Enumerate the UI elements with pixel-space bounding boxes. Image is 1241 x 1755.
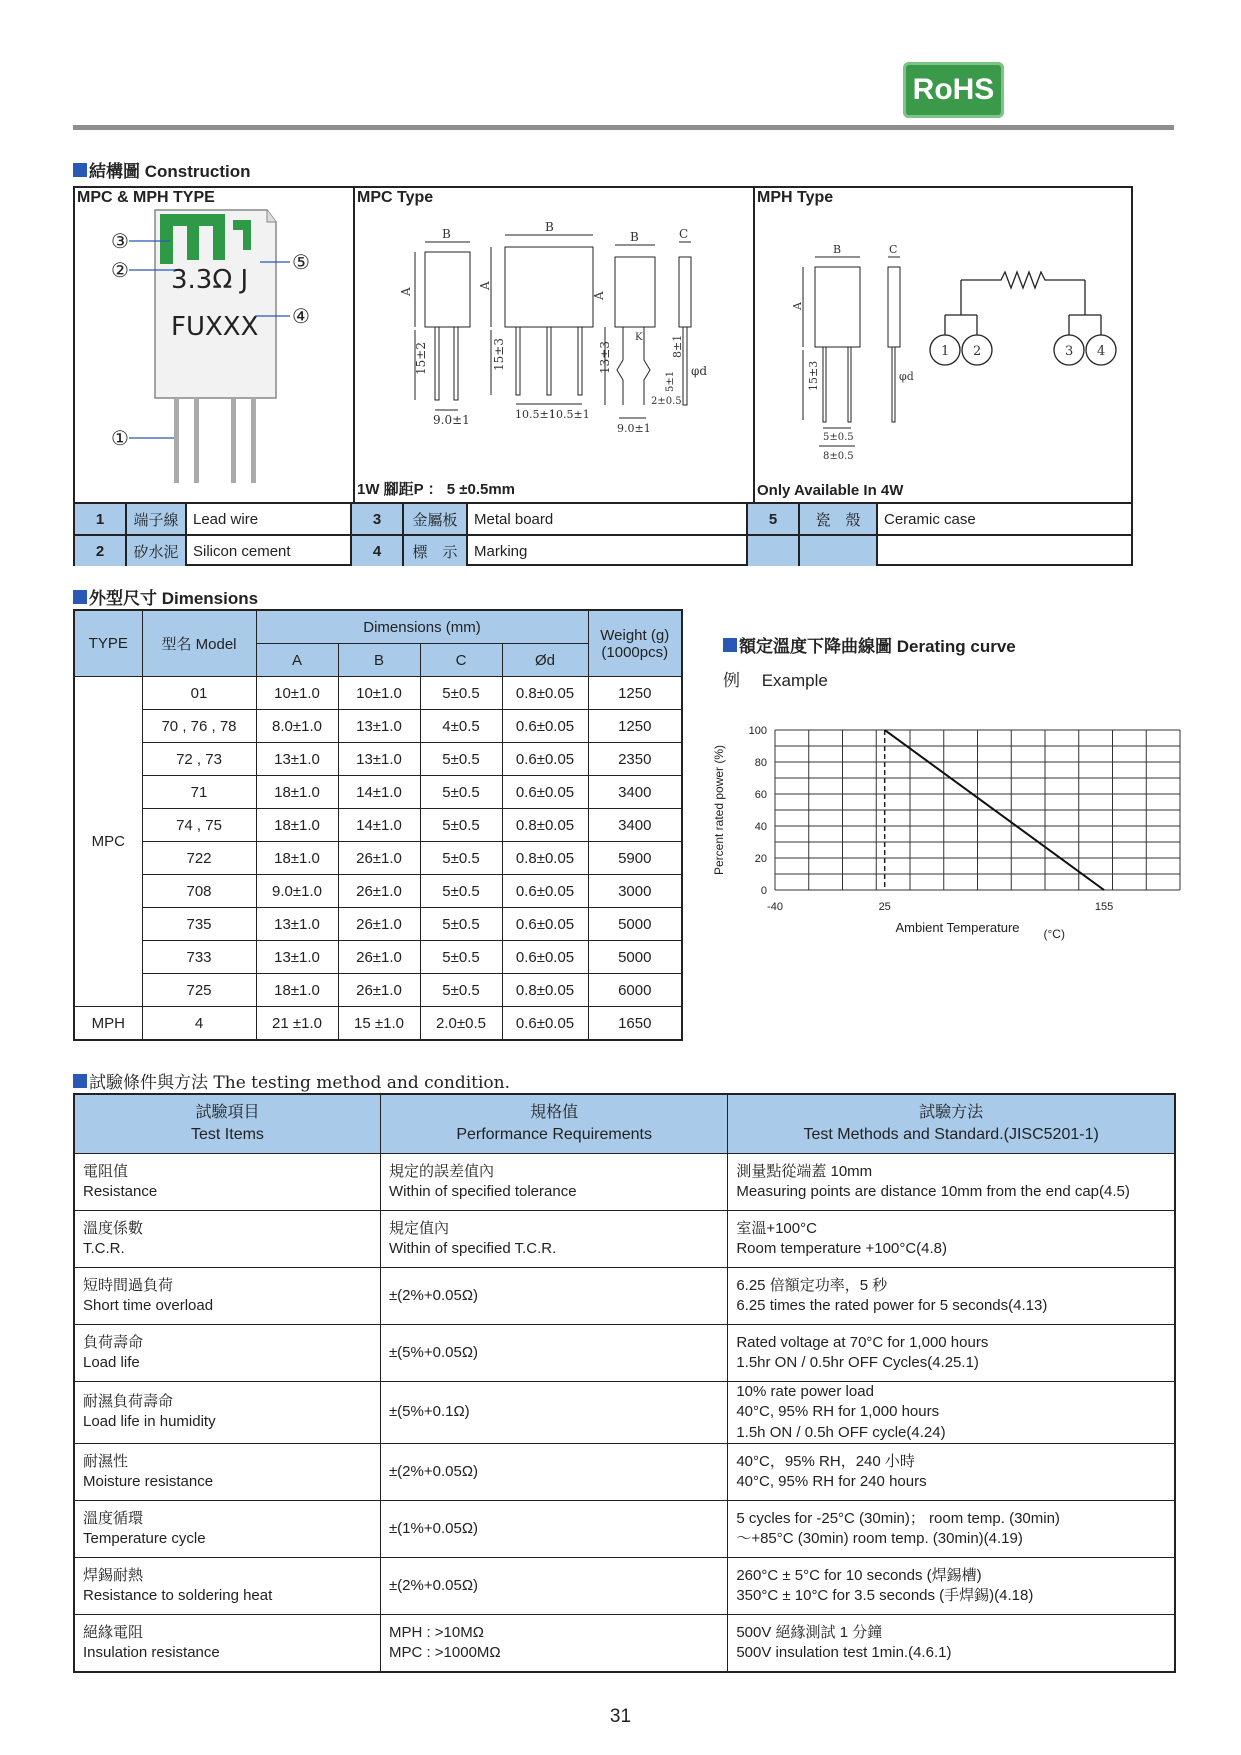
svg-text:10.5±1: 10.5±1 — [515, 408, 556, 421]
test-method-cell — [728, 1614, 1175, 1672]
test-item-line: 焊錫耐熱 — [83, 1566, 144, 1584]
table-row — [74, 974, 682, 1007]
page-number: 31 — [609, 1706, 632, 1727]
test-item-line: 電阻值 — [83, 1162, 129, 1180]
table-cell: 26±1.0 — [338, 908, 420, 941]
table-cell: 2.0±0.5 — [420, 1007, 502, 1041]
test-req-cell — [380, 1382, 727, 1444]
pin-label: 3 — [1065, 344, 1074, 359]
test-item-line: Temperature cycle — [83, 1529, 206, 1547]
col-title: MPH Type — [757, 189, 834, 206]
svg-text:A: A — [592, 291, 606, 300]
testing-table — [73, 1093, 1176, 1673]
table-cell: 1250 — [588, 677, 682, 710]
testing-section-title: 試驗條件與方法 The testing method and condition. — [73, 1068, 510, 1093]
table-row — [74, 842, 682, 875]
test-method-line: Room temperature +100°C(4.8) — [736, 1240, 948, 1257]
test-req-cell — [380, 1325, 727, 1382]
svg-text:B: B — [833, 243, 842, 256]
table-row — [74, 1614, 1175, 1672]
svg-text:15±2: 15±2 — [414, 342, 428, 375]
table-cell: 5±0.5 — [420, 974, 502, 1007]
part-number: 2 — [75, 535, 126, 566]
table-row — [74, 1154, 1175, 1211]
table-cell: 01 — [142, 677, 256, 710]
marking-line-2: FUXXX — [171, 312, 259, 342]
metal-board-shape — [160, 214, 225, 264]
callout-5: ⑤ — [292, 252, 310, 274]
table-row — [74, 743, 682, 776]
svg-text:2±0.5: 2±0.5 — [651, 396, 682, 407]
construction-col-mpc — [355, 188, 755, 502]
table-cell: 0.6±0.05 — [502, 776, 588, 809]
mpc-type-drawing — [355, 220, 751, 460]
header-b: B — [338, 644, 420, 677]
table-cell: 733 — [142, 941, 256, 974]
svg-text:8±1: 8±1 — [671, 334, 684, 358]
svg-text:C: C — [889, 243, 898, 256]
table-cell: 0.6±0.05 — [502, 710, 588, 743]
test-item-cell — [74, 1382, 380, 1444]
table-cell: 13±1.0 — [338, 710, 420, 743]
table-cell: 18±1.0 — [256, 809, 338, 842]
table-cell: 1250 — [588, 710, 682, 743]
test-method-line: 1.5hr ON / 0.5hr OFF Cycles(4.25.1) — [736, 1354, 979, 1371]
table-cell: 5000 — [588, 941, 682, 974]
test-method-line: 5 cycles for -25°C (30min)； room temp. (30min) — [736, 1509, 1060, 1527]
dimensions-table — [73, 609, 683, 1041]
table-cell: 13±1.0 — [256, 941, 338, 974]
test-item-cell — [74, 1500, 380, 1557]
svg-text:15±3: 15±3 — [807, 360, 820, 391]
svg-text:K: K — [635, 332, 643, 343]
svg-text:8±0.5: 8±0.5 — [823, 451, 854, 462]
test-method-cell — [728, 1325, 1175, 1382]
header-c: C — [420, 644, 502, 677]
mph-type-drawing — [755, 220, 1129, 460]
table-cell: 14±1.0 — [338, 776, 420, 809]
table-cell: 2350 — [588, 743, 682, 776]
test-method-line: 40°C, 95% RH for 1,000 hours — [736, 1403, 940, 1421]
test-item-cell — [74, 1557, 380, 1614]
lead-wire-2 — [194, 398, 199, 483]
table-cell: 74 , 75 — [142, 809, 256, 842]
table-cell: 21 ±1.0 — [256, 1007, 338, 1041]
table-cell: 735 — [142, 908, 256, 941]
header-dimensions: Dimensions (mm) — [256, 610, 588, 644]
table-cell: 5±0.5 — [420, 875, 502, 908]
table-row — [74, 908, 682, 941]
table-row — [74, 1557, 1175, 1614]
table-cell: 5±0.5 — [420, 809, 502, 842]
test-method-line: 40°C，95% RH，240 小時 — [736, 1452, 915, 1470]
table-cell: 26±1.0 — [338, 875, 420, 908]
col-title: MPC & MPH TYPE — [77, 189, 215, 206]
part-name-zh: 端子線 — [126, 503, 186, 535]
test-item-line: 負荷壽命 — [83, 1333, 144, 1351]
test-item-line: 耐濕性 — [83, 1452, 129, 1470]
test-method-line: 500V insulation test 1min.(4.6.1) — [736, 1643, 952, 1661]
table-row — [74, 1007, 682, 1041]
table-cell: 14±1.0 — [338, 809, 420, 842]
table-row — [74, 1211, 1175, 1268]
y-tick-label: 100 — [748, 725, 767, 737]
table-cell: 8.0±1.0 — [256, 710, 338, 743]
y-axis-label: Percent rated power (%) — [712, 744, 726, 876]
part-name-zh: 金屬板 — [403, 503, 467, 535]
test-item-cell — [74, 1325, 380, 1382]
table-cell: 18±1.0 — [256, 776, 338, 809]
part-number: 1 — [75, 503, 126, 535]
table-cell: 5±0.5 — [420, 743, 502, 776]
part-number: 5 — [747, 503, 799, 535]
test-item-line: Load life in humidity — [83, 1413, 216, 1431]
test-req-cell — [380, 1443, 727, 1500]
table-cell: 18±1.0 — [256, 842, 338, 875]
table-cell: 0.8±0.05 — [502, 677, 588, 710]
test-method-line: Rated voltage at 70°C for 1,000 hours — [736, 1333, 989, 1351]
test-item-line: Resistance to soldering heat — [83, 1586, 273, 1604]
callout-2: ② — [111, 260, 129, 282]
header-model: 型名 Model — [142, 610, 256, 677]
test-method-line: 1.5h ON / 0.5h OFF cycle(4.24) — [736, 1423, 946, 1441]
table-cell: 3000 — [588, 875, 682, 908]
test-req-cell — [380, 1557, 727, 1614]
lead-wire-3 — [231, 398, 236, 483]
test-method-cell — [728, 1154, 1175, 1211]
test-req-line: ±(5%+0.1Ω) — [388, 1403, 470, 1421]
table-cell: 13±1.0 — [256, 908, 338, 941]
svg-text:A: A — [791, 302, 804, 310]
table-row — [74, 809, 682, 842]
test-item-cell — [74, 1268, 380, 1325]
test-item-line: 溫度循環 — [83, 1509, 144, 1527]
table-cell: 5±0.5 — [420, 908, 502, 941]
y-tick-label: 80 — [754, 757, 767, 769]
table-cell: 0.6±0.05 — [502, 743, 588, 776]
table-row — [74, 710, 682, 743]
table-row — [74, 1500, 1175, 1557]
test-method-line: 6.25 倍額定功率，5 秒 — [736, 1276, 888, 1294]
section-marker-icon — [73, 1074, 87, 1088]
table-cell: 9.0±1.0 — [256, 875, 338, 908]
part-number-empty — [747, 535, 799, 566]
section-marker-icon — [73, 590, 87, 604]
table-cell: 71 — [142, 776, 256, 809]
test-method-cell — [728, 1500, 1175, 1557]
test-req-line: ±(5%+0.05Ω) — [388, 1343, 479, 1361]
test-item-line: Short time overload — [83, 1297, 214, 1314]
svg-text:φd: φd — [691, 364, 708, 378]
table-cell: 15 ±1.0 — [338, 1007, 420, 1041]
table-row — [74, 1443, 1175, 1500]
svg-text:15±3: 15±3 — [492, 338, 506, 371]
test-req-line: 規定值內 — [388, 1219, 449, 1237]
table-cell: 18±1.0 — [256, 974, 338, 1007]
pin-label: 4 — [1097, 344, 1106, 359]
test-method-cell — [728, 1382, 1175, 1444]
table-cell: 0.6±0.05 — [502, 941, 588, 974]
test-item-line: 絕緣電阻 — [83, 1623, 144, 1641]
test-method-line: 室溫+100°C — [736, 1219, 817, 1237]
test-req-line: Within of specified T.C.R. — [388, 1240, 557, 1257]
construction-section-title: 結構圖 Construction — [73, 157, 251, 182]
part-name-en: Marking — [467, 535, 747, 566]
test-item-line: Moisture resistance — [83, 1472, 214, 1490]
test-req-line: ±(2%+0.05Ω) — [388, 1576, 479, 1594]
table-cell: 26±1.0 — [338, 974, 420, 1007]
construction-col-mph — [755, 188, 1133, 502]
header-requirements: 規格值 Performance Requirements — [380, 1094, 727, 1154]
table-row — [74, 677, 682, 710]
part-number: 4 — [351, 535, 403, 566]
test-method-line: ～+85°C (30min) room temp. (30min)(4.19) — [736, 1529, 1023, 1547]
svg-text:A: A — [399, 287, 413, 296]
col-note: Only Available In 4W — [757, 482, 904, 499]
table-row — [74, 1325, 1175, 1382]
table-cell: 5900 — [588, 842, 682, 875]
table-cell: 3400 — [588, 776, 682, 809]
x-tick-label: 155 — [1094, 901, 1114, 913]
x-axis-label: Ambient Temperature — [895, 920, 1020, 935]
test-req-line: 規定的誤差值內 — [388, 1162, 494, 1180]
table-row — [74, 941, 682, 974]
table-cell: 0.8±0.05 — [502, 842, 588, 875]
marking-line-1: 3.3Ω J — [171, 265, 249, 295]
x-tick-label: 25 — [878, 901, 891, 913]
test-req-line: ±(2%+0.05Ω) — [388, 1286, 479, 1304]
table-cell: 5000 — [588, 908, 682, 941]
header-methods: 試驗方法 Test Methods and Standard.(JISC5201-1) — [728, 1094, 1175, 1154]
table-cell: 5±0.5 — [420, 776, 502, 809]
table-cell: 72 , 73 — [142, 743, 256, 776]
table-cell: 3400 — [588, 809, 682, 842]
table-cell: 0.8±0.05 — [502, 974, 588, 1007]
test-method-line: 260°C ± 5°C for 10 seconds (焊錫槽) — [736, 1566, 982, 1584]
pin-label: 1 — [941, 344, 950, 359]
table-cell: 26±1.0 — [338, 941, 420, 974]
table-cell: 6000 — [588, 974, 682, 1007]
svg-text:B: B — [630, 230, 639, 244]
test-method-line: 10% rate power load — [736, 1383, 874, 1400]
test-req-line: ±(1%+0.05Ω) — [388, 1519, 479, 1537]
test-method-cell — [728, 1268, 1175, 1325]
pin-label: 2 — [973, 344, 982, 359]
table-row — [74, 776, 682, 809]
derating-chart — [705, 715, 1185, 941]
svg-text:φd: φd — [899, 370, 914, 383]
test-method-line: Measuring points are distance 10mm from the end cap(4.5) — [736, 1183, 1130, 1200]
test-method-line: 測量點從端蓋 10mm — [736, 1162, 873, 1180]
rohs-badge: RoHS — [903, 62, 1004, 118]
svg-text:5±1: 5±1 — [665, 370, 676, 392]
svg-text:9.0±1: 9.0±1 — [433, 413, 470, 427]
test-method-cell — [728, 1211, 1175, 1268]
y-tick-label: 20 — [754, 853, 767, 865]
table-cell: 0.6±0.05 — [502, 908, 588, 941]
construction-col-overview — [75, 188, 355, 502]
table-cell: 1650 — [588, 1007, 682, 1041]
table-cell: 5±0.5 — [420, 842, 502, 875]
test-method-line: 40°C, 95% RH for 240 hours — [736, 1472, 927, 1490]
svg-text:13±3: 13±3 — [598, 341, 612, 374]
svg-text:B: B — [442, 227, 451, 241]
table-cell: 13±1.0 — [338, 743, 420, 776]
table-cell: 722 — [142, 842, 256, 875]
header-d: Ød — [502, 644, 588, 677]
test-method-line: 350°C ± 10°C for 3.5 seconds (手焊錫)(4.18) — [736, 1586, 1034, 1604]
test-item-line: 短時間過負荷 — [83, 1276, 174, 1294]
table-row — [74, 875, 682, 908]
test-item-cell — [74, 1211, 380, 1268]
test-item-cell — [74, 1443, 380, 1500]
test-item-line: Insulation resistance — [83, 1643, 220, 1661]
lead-wire-4 — [251, 398, 256, 483]
table-cell: 4 — [142, 1007, 256, 1041]
part-name-en: Silicon cement — [186, 535, 351, 566]
test-req-cell — [380, 1614, 727, 1672]
test-req-line: ±(2%+0.05Ω) — [388, 1462, 479, 1480]
table-cell: 708 — [142, 875, 256, 908]
svg-text:A: A — [478, 281, 492, 290]
test-method-line: 500V 絕緣測試 1 分鐘 — [736, 1623, 883, 1641]
callout-1: ① — [111, 428, 129, 450]
table-cell: 5±0.5 — [420, 941, 502, 974]
test-req-line: MPC : >1000MΩ — [388, 1643, 501, 1661]
test-item-line: 耐濕負荷壽命 — [83, 1393, 174, 1411]
table-cell: 10±1.0 — [256, 677, 338, 710]
test-req-cell — [380, 1211, 727, 1268]
construction-panel — [73, 186, 1133, 566]
part-name-zh: 瓷 殼 — [799, 503, 877, 535]
derating-section-title: 額定溫度下降曲線圖 Derating curve — [723, 632, 1016, 657]
test-req-line: MPH : >10MΩ — [388, 1623, 484, 1641]
test-method-cell — [728, 1443, 1175, 1500]
header-weight: Weight (g) (1000pcs) — [588, 610, 682, 677]
header-test-items: 試驗項目 Test Items — [74, 1094, 380, 1154]
callout-3: ③ — [111, 231, 129, 253]
y-tick-label: 40 — [754, 821, 767, 833]
test-method-line: 6.25 times the rated power for 5 seconds(4.13) — [736, 1297, 1048, 1314]
col-title: MPC Type — [357, 189, 434, 206]
test-item-cell — [74, 1614, 380, 1672]
table-cell: 10±1.0 — [338, 677, 420, 710]
table-cell: 0.8±0.05 — [502, 809, 588, 842]
table-cell: 4±0.5 — [420, 710, 502, 743]
x-axis-unit: (°C) — [1043, 927, 1065, 941]
y-tick-label: 0 — [760, 885, 767, 897]
dimensions-section-title: 外型尺寸 Dimensions — [73, 584, 258, 609]
svg-text:C: C — [679, 227, 689, 241]
table-cell: 70 , 76 , 78 — [142, 710, 256, 743]
y-tick-label: 60 — [754, 789, 767, 801]
table-row — [74, 1382, 1175, 1444]
test-item-line: T.C.R. — [83, 1240, 125, 1257]
table-cell: 13±1.0 — [256, 743, 338, 776]
svg-text:10.5±1: 10.5±1 — [549, 408, 590, 421]
test-item-line: 溫度係數 — [83, 1219, 144, 1237]
x-tick-label: -40 — [767, 901, 783, 913]
callout-4: ④ — [292, 306, 310, 328]
header-type: TYPE — [74, 610, 142, 677]
test-req-line: Within of specified tolerance — [388, 1183, 577, 1200]
table-cell: 0.6±0.05 — [502, 875, 588, 908]
header-a: A — [256, 644, 338, 677]
part-name-en: Lead wire — [186, 503, 351, 535]
test-item-line: Resistance — [83, 1183, 158, 1200]
table-cell: 26±1.0 — [338, 842, 420, 875]
resistor-overview-figure — [75, 200, 351, 500]
parts-legend-table — [75, 502, 1131, 566]
table-row — [74, 1268, 1175, 1325]
test-item-cell — [74, 1154, 380, 1211]
table-cell: 0.6±0.05 — [502, 1007, 588, 1041]
test-req-cell — [380, 1268, 727, 1325]
test-item-line: Load life — [83, 1354, 140, 1371]
col-note: 1W 腳距P ： 5 ±0.5mm — [357, 481, 516, 498]
test-req-cell — [380, 1500, 727, 1557]
part-number: 3 — [351, 503, 403, 535]
table-cell: 5±0.5 — [420, 677, 502, 710]
lead-wire-1 — [174, 398, 179, 483]
top-divider — [73, 125, 1174, 130]
test-method-cell — [728, 1557, 1175, 1614]
part-name-en: Metal board — [467, 503, 747, 535]
type-cell: MPC — [74, 677, 142, 1007]
part-name-zh: 標 示 — [403, 535, 467, 566]
section-marker-icon — [73, 163, 87, 177]
part-name-en: Ceramic case — [877, 503, 1131, 535]
section-marker-icon — [723, 638, 737, 652]
test-req-cell — [380, 1154, 727, 1211]
table-cell: 725 — [142, 974, 256, 1007]
part-name-en-empty — [877, 535, 1131, 566]
part-name-zh: 矽水泥 — [126, 535, 186, 566]
part-name-zh-empty — [799, 535, 877, 566]
derating-example-label: 例 Example — [723, 671, 828, 690]
svg-text:9.0±1: 9.0±1 — [617, 422, 651, 435]
svg-text:B: B — [545, 220, 554, 234]
table-cell: MPH — [74, 1007, 142, 1041]
svg-text:5±0.5: 5±0.5 — [823, 432, 854, 443]
